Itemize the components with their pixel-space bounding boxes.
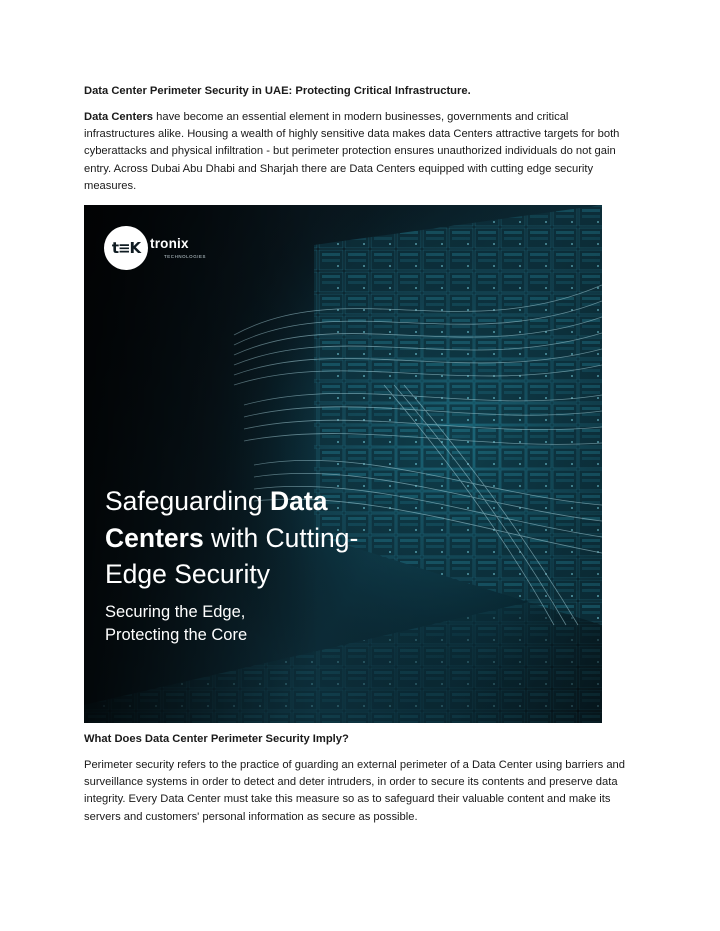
section-paragraph: Perimeter security refers to the practice of guarding an external perimeter of a Data Center using barriers and surveillance systems in order to detect and deter intruders, in order to secure its contents and preserve data integrity. Every Data Center must take this measure so as to safeguard their valuable content and make its servers and customers' personal information as secure as possible. bbox=[84, 759, 625, 823]
logo-badge: t≡K bbox=[104, 226, 148, 270]
subheadline-line2: Protecting the Core bbox=[105, 625, 248, 644]
page-title: Data Center Perimeter Security in UAE: Protecting Critical Infrastructure. bbox=[84, 85, 471, 97]
hero-banner-image bbox=[84, 205, 602, 723]
headline-line3: Edge Security bbox=[105, 559, 270, 589]
tektronix-logo bbox=[104, 224, 207, 270]
section-heading: What Does Data Center Perimeter Security Imply? bbox=[84, 733, 349, 745]
headline-line1-b: Data bbox=[270, 486, 328, 516]
intro-text: have become an essential element in modern businesses, governments and critical infrastructures alike. Housing a wealth of highly sensitive data makes data Centers attractive targets for both cyberattacks and physical infiltration - but perimeter protection ensures unauthorized individuals do not gain entry. Across Dubai Abu Dhabi and Sharjah there are Data Centers equipped with cutting edge security measures. bbox=[84, 111, 620, 192]
headline-line1-a: Safeguarding bbox=[105, 486, 271, 516]
intro-bold-term: Data Centers bbox=[84, 111, 154, 123]
headline-line2-a: Centers bbox=[105, 522, 204, 553]
banner-headline bbox=[105, 483, 358, 593]
logo-name: tronix bbox=[150, 236, 189, 251]
logo-subtitle: TECHNOLOGIES bbox=[164, 254, 207, 259]
intro-paragraph bbox=[84, 109, 636, 195]
banner-subheadline bbox=[105, 601, 247, 646]
headline-line2-b: with Cutting- bbox=[203, 522, 359, 553]
subheadline-line1: Securing the Edge, bbox=[105, 603, 246, 621]
